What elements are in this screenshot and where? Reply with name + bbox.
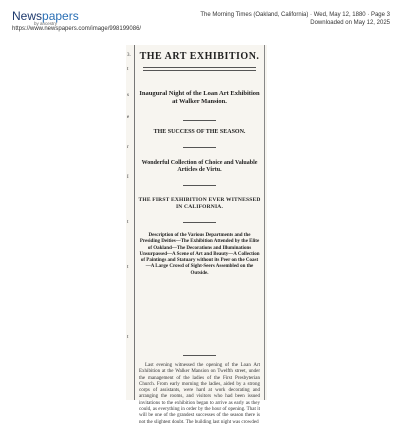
- logo-main-text: News: [12, 9, 43, 23]
- column-rule: [264, 45, 265, 400]
- margin-mark: 3.: [127, 53, 131, 58]
- deck-wonderful-collection: Wonderful Collection of Choice and Valuable Articles de Virtu.: [141, 160, 258, 173]
- margin-mark: s: [127, 93, 129, 98]
- headline-rule: [143, 70, 256, 71]
- deck-success-season: THE SUCCESS OF THE SEASON.: [153, 129, 246, 135]
- deck-rule: [183, 355, 216, 356]
- deck-inaugural-night: Inaugural Night of the Loan Art Exhibition at Walker Mansion.: [139, 90, 260, 105]
- deck-rule: [183, 120, 216, 121]
- logo-subtitle: by ancestry: [34, 21, 58, 26]
- deck-rule: [183, 185, 216, 186]
- deck-description: Description of the Various Departments and the Presiding Deities—The Exhibition Attended by the Elite of Oakland—The Decorations and Illuminations Unsurpassed—A Scene of Art and Beauty—A Collection of Paintings and Statuary without its Peer on the Coast—A Large Crowd of Sight-Seers Assembled on the Outside.: [139, 233, 260, 276]
- source-url[interactable]: https://www.newspapers.com/image/998199086/: [12, 26, 142, 32]
- citation-text: The Morning Times (Oakland, California) · Wed, May 12, 1880 · Page 3: [200, 12, 390, 18]
- margin-mark: I: [127, 175, 129, 180]
- newspaper-clipping: [126, 45, 267, 425]
- margin-mark: r: [127, 145, 129, 150]
- citation-block: [200, 11, 390, 27]
- deck-first-exhibition: THE FIRST EXHIBITION EVER WITNESSED IN CALIFORNIA.: [138, 197, 261, 210]
- newspapers-header: [0, 0, 400, 36]
- logo-accent-text: papers: [42, 9, 79, 23]
- margin-mark: t: [127, 67, 129, 72]
- headline-rule: [143, 67, 256, 68]
- margin-mark: t: [127, 220, 129, 225]
- margin-mark: t: [127, 265, 129, 270]
- column-margin: [126, 45, 135, 400]
- article-body: Last evening witnessed the opening of the Loan Art Exhibition at the Walker Mansion on Twelfth street, under the management of the ladies of the First Presbyterian Church. From early morning the ladies, aided by a strong corps of assistants, were hard at work decorating and arranging the rooms, and visitors who had been issued invitations to the exhibition began to arrive as early as they could, as everything in order by the hour of opening. That it will be one of the grandest successes of the season there is not the slightest doubt. The building last night was crowded: [139, 363, 260, 425]
- deck-rule: [183, 222, 216, 223]
- download-date: Downloaded on May 12, 2025: [310, 20, 390, 26]
- margin-mark: t: [127, 335, 129, 340]
- margin-mark: e: [127, 115, 130, 120]
- deck-rule: [183, 147, 216, 148]
- article-headline: THE ART EXHIBITION.: [139, 51, 260, 62]
